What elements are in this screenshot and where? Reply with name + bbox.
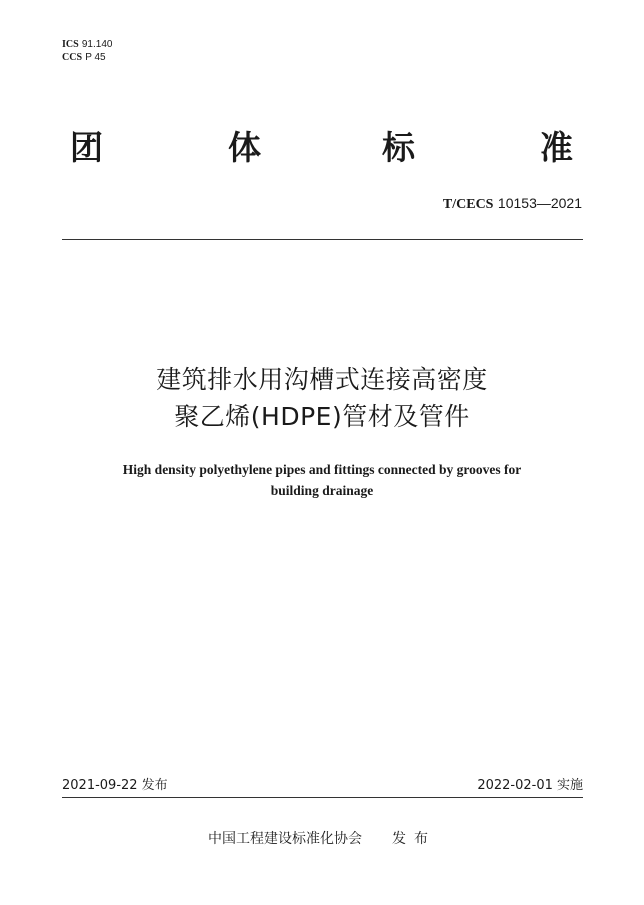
implementation-date: 2022-02-01 实施 bbox=[477, 778, 583, 793]
ics-label: ICS bbox=[62, 39, 79, 50]
classification-codes bbox=[62, 38, 112, 64]
title-cn-line-2: 聚乙烯(HDPE)管材及管件 bbox=[174, 402, 470, 431]
issuer-name: 中国工程建设标准化协会 bbox=[208, 831, 362, 847]
title-cn-line-1: 建筑排水用沟槽式连接高密度 bbox=[156, 365, 488, 394]
title-en-line-1: High density polyethylene pipes and fittings connected by grooves for bbox=[122, 462, 522, 477]
issue-date: 2021-09-22 发布 bbox=[62, 778, 168, 793]
bottom-divider bbox=[62, 797, 583, 798]
issuer-action: 发布 bbox=[392, 831, 436, 847]
doc-type-char-2: 体 bbox=[228, 128, 261, 167]
standard-code: 10153—2021 bbox=[497, 195, 582, 211]
ccs-code-row bbox=[62, 51, 112, 64]
ics-code: 91.140 bbox=[81, 39, 113, 50]
top-divider bbox=[62, 239, 583, 240]
doc-type-char-3: 标 bbox=[382, 128, 415, 167]
ics-code-row bbox=[62, 38, 112, 51]
ccs-code: P 45 bbox=[85, 52, 106, 63]
doc-type-char-1: 团 bbox=[70, 128, 103, 167]
doc-type-char-4: 准 bbox=[540, 128, 573, 167]
issuer bbox=[0, 829, 644, 849]
standard-prefix: T/CECS bbox=[442, 197, 494, 212]
standard-number bbox=[443, 194, 582, 214]
title-en-line-2: building drainage bbox=[270, 483, 374, 498]
ccs-label: CCS bbox=[62, 52, 83, 63]
